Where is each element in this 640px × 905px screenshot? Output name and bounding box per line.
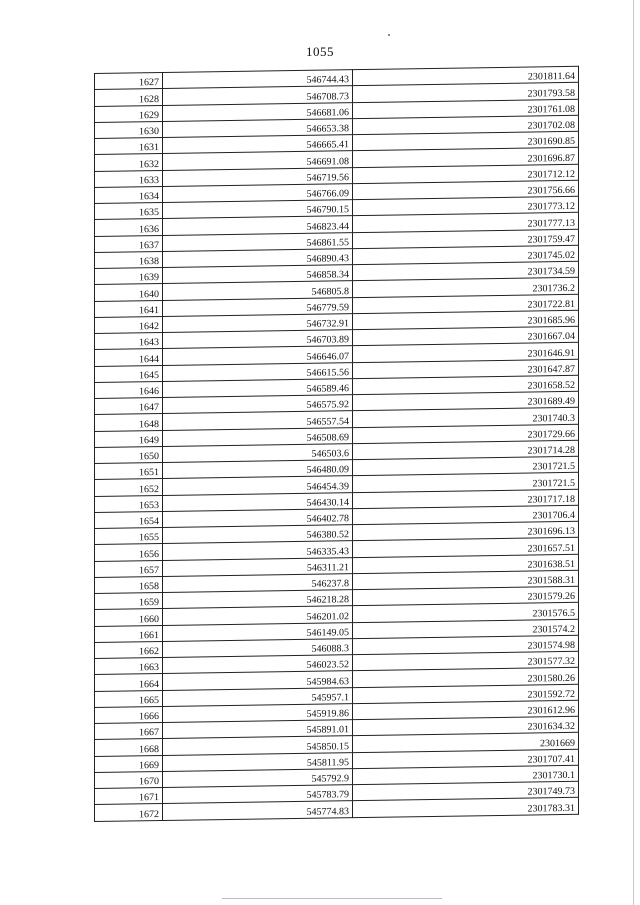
x-coordinate-cell: 546691.08 — [163, 151, 353, 170]
point-number-cell: 1636 — [95, 219, 163, 236]
x-coordinate-cell: 546779.59 — [163, 297, 353, 316]
y-coordinate-cell: 2301729.66 — [353, 424, 579, 444]
x-coordinate-cell: 546858.34 — [163, 265, 353, 284]
x-coordinate-cell: 546430.14 — [163, 492, 353, 511]
y-coordinate-cell: 2301793.58 — [353, 83, 579, 103]
y-coordinate-cell: 2301706.4 — [353, 505, 579, 525]
x-coordinate-cell: 546790.15 — [163, 200, 353, 219]
point-number-cell: 1650 — [95, 446, 163, 463]
y-coordinate-cell: 2301612.96 — [353, 700, 579, 720]
point-number-cell: 1645 — [95, 365, 163, 382]
point-number-cell: 1655 — [95, 527, 163, 544]
y-coordinate-cell: 2301592.72 — [353, 684, 579, 704]
y-coordinate-cell: 2301647.87 — [353, 359, 579, 379]
y-coordinate-cell: 2301740.3 — [353, 408, 579, 428]
x-coordinate-cell: 546237.8 — [163, 573, 353, 592]
point-number-cell: 1659 — [95, 592, 163, 609]
x-coordinate-cell: 546335.43 — [163, 541, 353, 560]
point-number-cell: 1663 — [95, 657, 163, 674]
y-coordinate-cell: 2301580.26 — [353, 668, 579, 688]
x-coordinate-cell: 546218.28 — [163, 590, 353, 609]
page-number: 1055 — [306, 44, 334, 59]
x-coordinate-cell: 546589.46 — [163, 378, 353, 397]
y-coordinate-cell: 2301634.32 — [353, 716, 579, 736]
x-coordinate-cell: 546454.39 — [163, 476, 353, 495]
point-number-cell: 1640 — [95, 284, 163, 301]
x-coordinate-cell: 545792.9 — [163, 768, 353, 787]
point-number-cell: 1627 — [95, 72, 163, 89]
point-number-cell: 1666 — [95, 706, 163, 723]
x-coordinate-cell: 546805.8 — [163, 281, 353, 300]
point-number-cell: 1632 — [95, 154, 163, 171]
point-number-cell: 1662 — [95, 641, 163, 658]
x-coordinate-cell: 546681.06 — [163, 102, 353, 121]
y-coordinate-cell: 2301773.12 — [353, 196, 579, 216]
y-coordinate-cell: 2301745.02 — [353, 245, 579, 265]
y-coordinate-cell: 2301761.08 — [353, 99, 579, 119]
y-coordinate-cell: 2301669 — [353, 733, 579, 753]
y-coordinate-cell: 2301712.12 — [353, 164, 579, 184]
point-number-cell: 1658 — [95, 576, 163, 593]
y-coordinate-cell: 2301721.5 — [353, 456, 579, 476]
x-coordinate-cell: 546508.69 — [163, 427, 353, 446]
x-coordinate-cell: 546615.56 — [163, 362, 353, 381]
point-number-cell: 1637 — [95, 235, 163, 252]
x-coordinate-cell: 546703.89 — [163, 330, 353, 349]
x-coordinate-cell: 545850.15 — [163, 736, 353, 755]
point-number-cell: 1638 — [95, 251, 163, 268]
y-coordinate-cell: 2301579.26 — [353, 586, 579, 606]
point-number-cell: 1648 — [95, 414, 163, 431]
point-number-cell: 1667 — [95, 722, 163, 739]
y-coordinate-cell: 2301722.81 — [353, 294, 579, 314]
point-number-cell: 1646 — [95, 381, 163, 398]
point-number-cell: 1647 — [95, 397, 163, 414]
point-number-cell: 1668 — [95, 739, 163, 756]
x-coordinate-cell: 546708.73 — [163, 86, 353, 105]
scan-speck — [388, 34, 390, 36]
x-coordinate-cell: 546402.78 — [163, 508, 353, 527]
x-coordinate-cell: 546719.56 — [163, 167, 353, 186]
x-coordinate-cell: 545783.79 — [163, 785, 353, 804]
x-coordinate-cell: 545891.01 — [163, 720, 353, 739]
point-number-cell: 1672 — [95, 804, 163, 821]
y-coordinate-cell: 2301734.59 — [353, 261, 579, 281]
x-coordinate-cell: 546732.91 — [163, 313, 353, 332]
point-number-cell: 1653 — [95, 495, 163, 512]
point-number-cell: 1671 — [95, 787, 163, 804]
y-coordinate-cell: 2301696.13 — [353, 521, 579, 541]
y-coordinate-cell: 2301730.1 — [353, 765, 579, 785]
y-coordinate-cell: 2301756.66 — [353, 180, 579, 200]
bottom-rule — [222, 898, 442, 899]
y-coordinate-cell: 2301658.52 — [353, 375, 579, 395]
point-number-cell: 1629 — [95, 105, 163, 122]
point-number-cell: 1651 — [95, 462, 163, 479]
point-number-cell: 1630 — [95, 121, 163, 138]
y-coordinate-cell: 2301667.04 — [353, 326, 579, 346]
y-coordinate-cell: 2301736.2 — [353, 278, 579, 298]
y-coordinate-cell: 2301811.64 — [353, 66, 579, 86]
y-coordinate-cell: 2301696.87 — [353, 148, 579, 168]
x-coordinate-cell: 546023.52 — [163, 655, 353, 674]
point-number-cell: 1649 — [95, 430, 163, 447]
x-coordinate-cell: 545984.63 — [163, 671, 353, 690]
point-number-cell: 1670 — [95, 771, 163, 788]
y-coordinate-cell: 2301707.41 — [353, 749, 579, 769]
x-coordinate-cell: 545774.83 — [163, 801, 353, 820]
point-number-cell: 1660 — [95, 609, 163, 626]
x-coordinate-cell: 546823.44 — [163, 216, 353, 235]
page-edge — [633, 0, 634, 905]
y-coordinate-cell: 2301717.18 — [353, 489, 579, 509]
point-number-cell: 1642 — [95, 316, 163, 333]
y-coordinate-cell: 2301646.91 — [353, 343, 579, 363]
coordinates-table-body — [95, 66, 579, 821]
x-coordinate-cell: 546766.09 — [163, 183, 353, 202]
point-number-cell: 1654 — [95, 511, 163, 528]
x-coordinate-cell: 546088.3 — [163, 638, 353, 657]
y-coordinate-cell: 2301777.13 — [353, 213, 579, 233]
x-coordinate-cell: 546311.21 — [163, 557, 353, 576]
point-number-cell: 1633 — [95, 170, 163, 187]
y-coordinate-cell: 2301685.96 — [353, 310, 579, 330]
x-coordinate-cell: 546201.02 — [163, 606, 353, 625]
x-coordinate-cell: 546380.52 — [163, 525, 353, 544]
point-number-cell: 1628 — [95, 89, 163, 106]
x-coordinate-cell: 546861.55 — [163, 232, 353, 251]
y-coordinate-cell: 2301638.51 — [353, 554, 579, 574]
x-coordinate-cell: 545811.95 — [163, 752, 353, 771]
y-coordinate-cell: 2301574.2 — [353, 619, 579, 639]
y-coordinate-cell: 2301783.31 — [353, 798, 579, 818]
x-coordinate-cell: 546646.07 — [163, 346, 353, 365]
y-coordinate-cell: 2301714.28 — [353, 440, 579, 460]
y-coordinate-cell: 2301588.31 — [353, 570, 579, 590]
point-number-cell: 1641 — [95, 300, 163, 317]
point-number-cell: 1656 — [95, 544, 163, 561]
point-number-cell: 1644 — [95, 349, 163, 366]
y-coordinate-cell: 2301702.08 — [353, 115, 579, 135]
x-coordinate-cell: 546575.92 — [163, 395, 353, 414]
y-coordinate-cell: 2301759.47 — [353, 229, 579, 249]
point-number-cell: 1652 — [95, 479, 163, 496]
x-coordinate-cell: 546665.41 — [163, 135, 353, 154]
x-coordinate-cell: 546744.43 — [163, 70, 353, 89]
y-coordinate-cell: 2301689.49 — [353, 391, 579, 411]
point-number-cell: 1643 — [95, 332, 163, 349]
y-coordinate-cell: 2301577.32 — [353, 651, 579, 671]
y-coordinate-cell: 2301690.85 — [353, 131, 579, 151]
point-number-cell: 1661 — [95, 625, 163, 642]
x-coordinate-cell: 546653.38 — [163, 118, 353, 137]
y-coordinate-cell: 2301721.5 — [353, 473, 579, 493]
point-number-cell: 1631 — [95, 137, 163, 154]
point-number-cell: 1664 — [95, 674, 163, 691]
point-number-cell: 1657 — [95, 560, 163, 577]
point-number-cell: 1665 — [95, 690, 163, 707]
x-coordinate-cell: 546557.54 — [163, 411, 353, 430]
x-coordinate-cell: 545957.1 — [163, 687, 353, 706]
y-coordinate-cell: 2301749.73 — [353, 781, 579, 801]
point-number-cell: 1634 — [95, 186, 163, 203]
point-number-cell: 1669 — [95, 755, 163, 772]
y-coordinate-cell: 2301657.51 — [353, 538, 579, 558]
y-coordinate-cell: 2301576.5 — [353, 603, 579, 623]
point-number-cell: 1635 — [95, 202, 163, 219]
x-coordinate-cell: 546480.09 — [163, 460, 353, 479]
x-coordinate-cell: 546890.43 — [163, 248, 353, 267]
point-number-cell: 1639 — [95, 267, 163, 284]
x-coordinate-cell: 546149.05 — [163, 622, 353, 641]
x-coordinate-cell: 545919.86 — [163, 703, 353, 722]
x-coordinate-cell: 546503.6 — [163, 443, 353, 462]
coordinates-table — [94, 66, 578, 822]
y-coordinate-cell: 2301574.98 — [353, 635, 579, 655]
